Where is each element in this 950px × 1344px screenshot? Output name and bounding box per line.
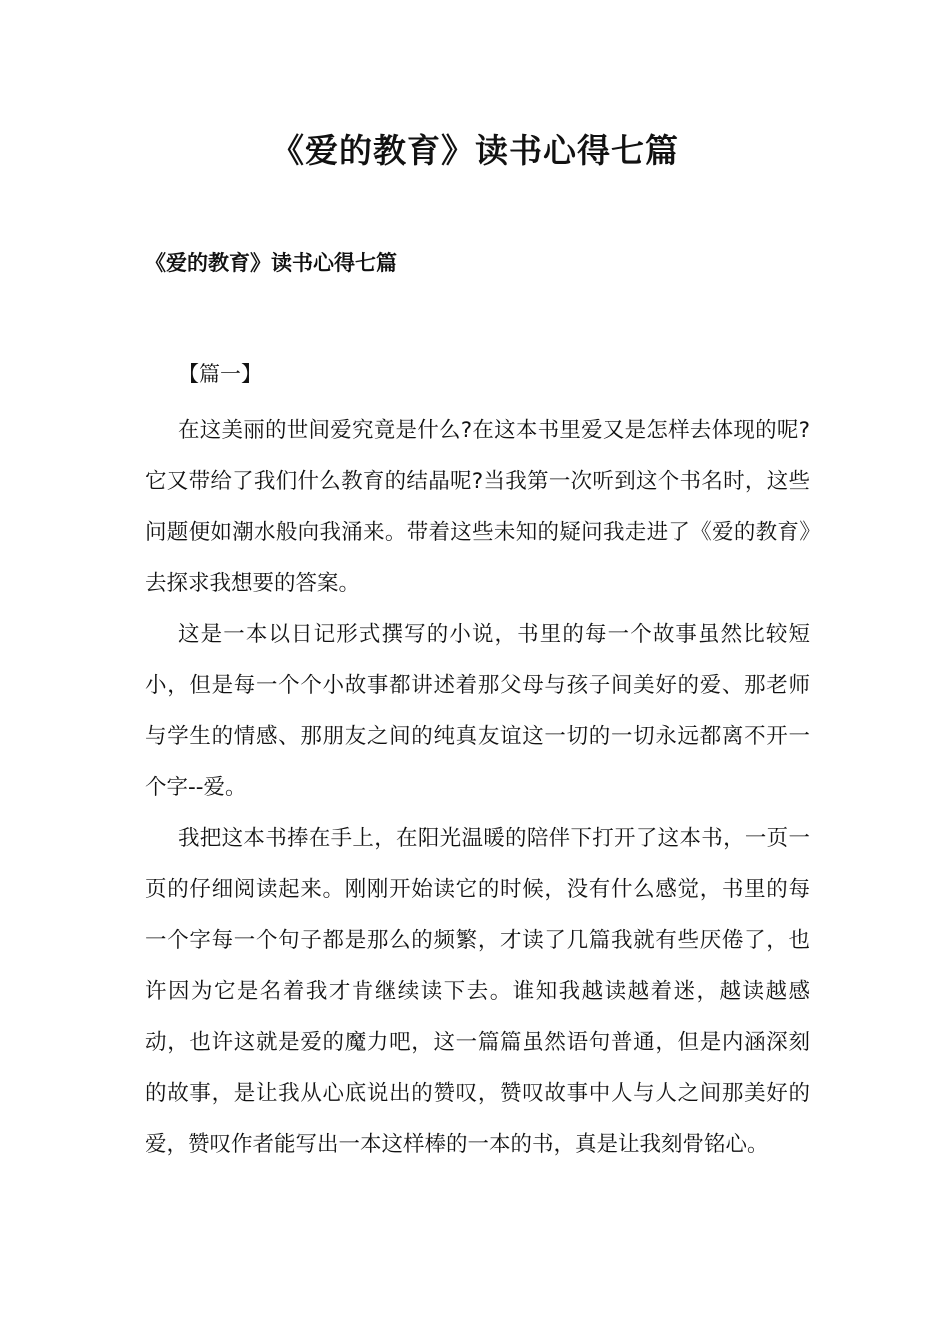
paragraph-2: 这是一本以日记形式撰写的小说，书里的每一个故事虽然比较短小，但是每一个个小故事都讲述着那父母与孩子间美好的爱、那老师与学生的情感、那朋友之间的纯真友谊这一切的一切永远都离不开一个字--爱。 xyxy=(145,622,810,800)
section-label: 【篇一】 xyxy=(178,362,262,386)
paragraph-1: 在这美丽的世间爱究竟是什么?在这本书里爱又是怎样去体现的呢?它又带给了我们什么教育的结晶呢?当我第一次听到这个书名时，这些问题便如潮水般向我涌来。带着这些未知的疑问我走进了《爱的教育》去探求我想要的答案。 xyxy=(145,418,810,596)
body-text xyxy=(145,405,810,1170)
document-subtitle: 《爱的教育》读书心得七篇 xyxy=(145,251,397,275)
paragraph-3: 我把这本书捧在手上，在阳光温暖的陪伴下打开了这本书，一页一页的仔细阅读起来。刚刚开始读它的时候，没有什么感觉，书里的每一个字每一个句子都是那么的频繁，才读了几篇我就有些厌倦了，也许因为它是名着我才肯继续读下去。谁知我越读越着迷，越读越感动，也许这就是爱的魔力吧，这一篇篇虽然语句普通，但是内涵深刻的故事，是让我从心底说出的赞叹，赞叹故事中人与人之间那美好的爱，赞叹作者能写出一本这样棒的一本的书，真是让我刻骨铭心。 xyxy=(145,826,810,1157)
document-title: 《爱的教育》读书心得七篇 xyxy=(271,131,679,170)
